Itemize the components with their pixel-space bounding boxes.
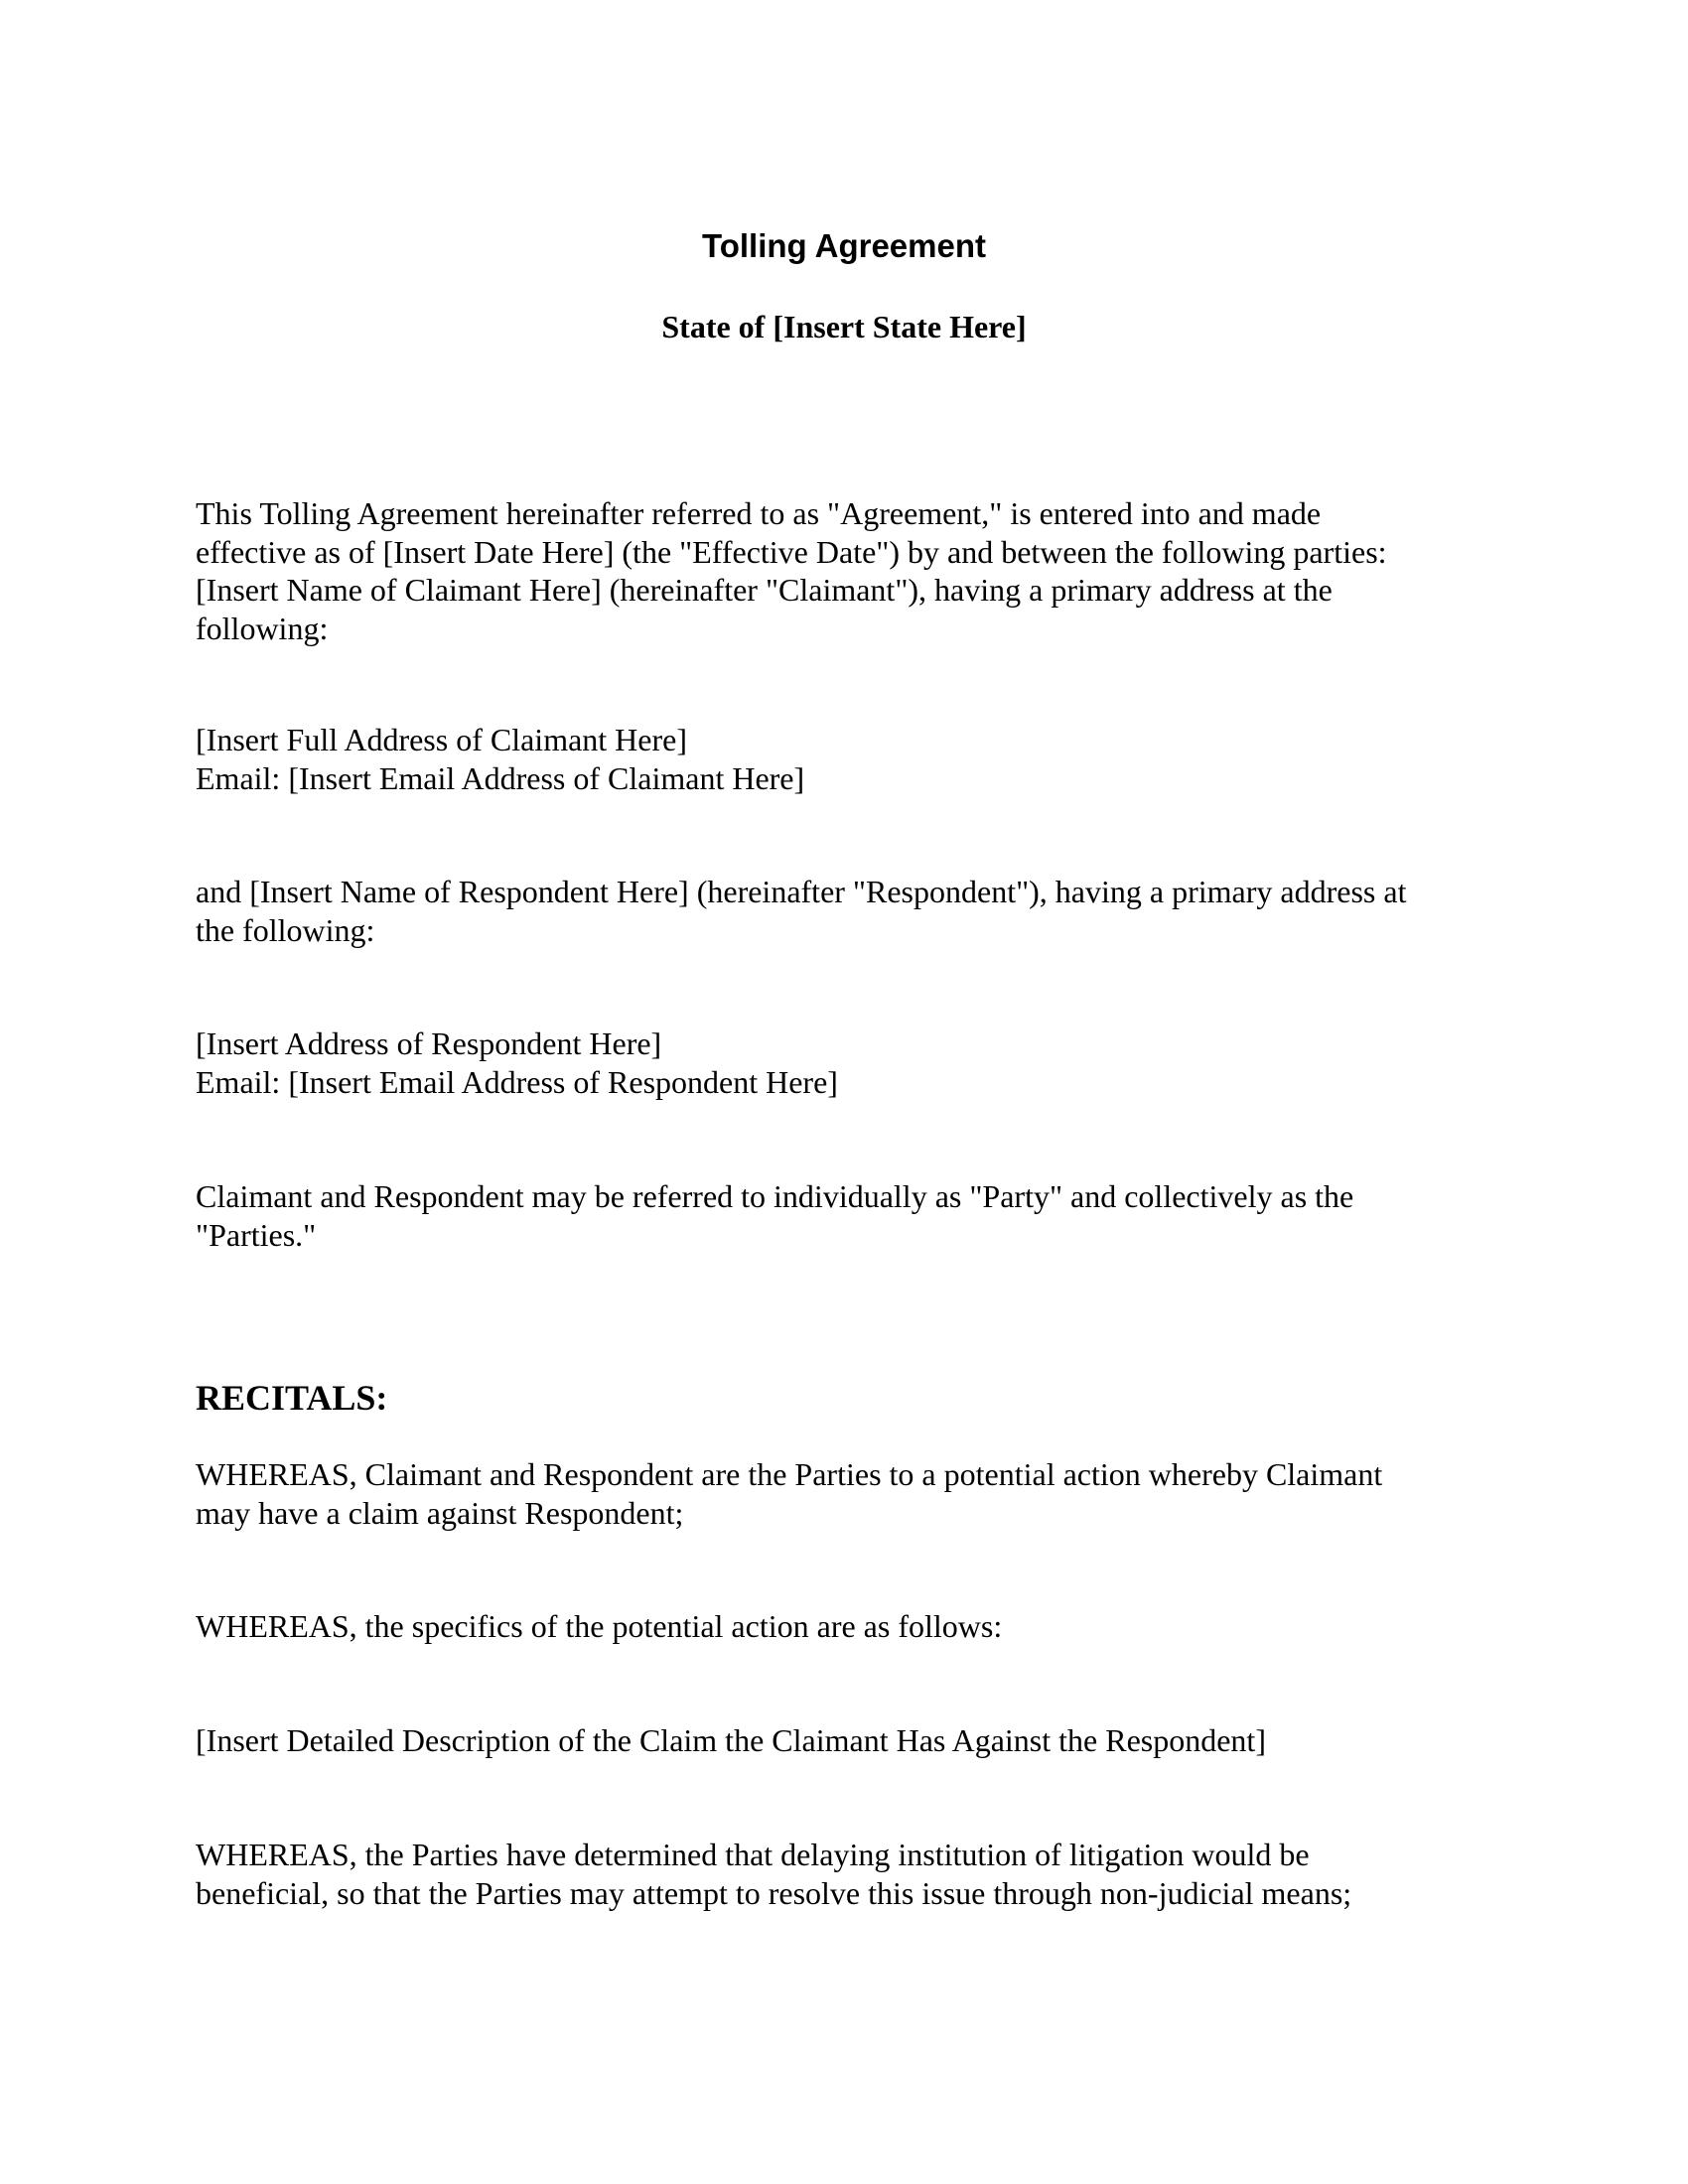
intro-line: [Insert Name of Claimant Here] (hereinafter "Claimant"), having a primary address at the (196, 572, 1333, 608)
recital-3-line: beneficial, so that the Parties may attempt to resolve this issue through non-judicial means; (196, 1874, 1352, 1911)
recitals-heading: RECITALS: (196, 1378, 388, 1418)
intro-line: effective as of [Insert Date Here] (the "Effective Date") by and between the following parties: (196, 533, 1387, 570)
document-subtitle: State of [Insert State Here] (661, 309, 1027, 344)
parties-definition-line: Claimant and Respondent may be referred to individually as "Party" and collectively as the (196, 1178, 1354, 1214)
recital-3-paragraph (196, 1836, 1496, 1912)
claimant-address: [Insert Full Address of Claimant Here] (196, 722, 687, 757)
recital-3-line: WHEREAS, the Parties have determined that delaying institution of litigation would be (196, 1837, 1310, 1872)
respondent-address: [Insert Address of Respondent Here] (196, 1025, 662, 1061)
claim-description-line: [Insert Detailed Description of the Claim the Claimant Has Against the Respondent] (196, 1722, 1266, 1758)
intro-line: following: (196, 610, 329, 646)
recital-1-line: WHEREAS, Claimant and Respondent are the Parties to a potential action whereby Claimant (196, 1456, 1383, 1492)
intro-paragraph (196, 494, 1496, 647)
parties-definition-paragraph (196, 1177, 1496, 1254)
parties-definition-line: "Parties." (196, 1216, 317, 1253)
claimant-email: Email: [Insert Email Address of Claimant Here] (196, 759, 805, 796)
respondent-email: Email: [Insert Email Address of Respondent Here] (196, 1063, 838, 1100)
recital-2-line: WHEREAS, the specifics of the potential action are as follows: (196, 1608, 1003, 1644)
respondent-address-block (196, 1024, 1496, 1101)
claim-description-paragraph (196, 1721, 1496, 1760)
respondent-intro-line: the following: (196, 911, 375, 948)
document-title: Tolling Agreement (701, 227, 986, 264)
claimant-address-block (196, 721, 1496, 797)
respondent-intro-paragraph (196, 873, 1496, 949)
respondent-intro-line: and [Insert Name of Respondent Here] (hereinafter "Respondent"), having a primary address at (196, 874, 1407, 909)
intro-line: This Tolling Agreement hereinafter referred to as "Agreement," is entered into and made (196, 495, 1322, 531)
recital-1-paragraph (196, 1455, 1496, 1532)
recital-2-paragraph (196, 1607, 1496, 1646)
recital-1-line: may have a claim against Respondent; (196, 1494, 684, 1531)
